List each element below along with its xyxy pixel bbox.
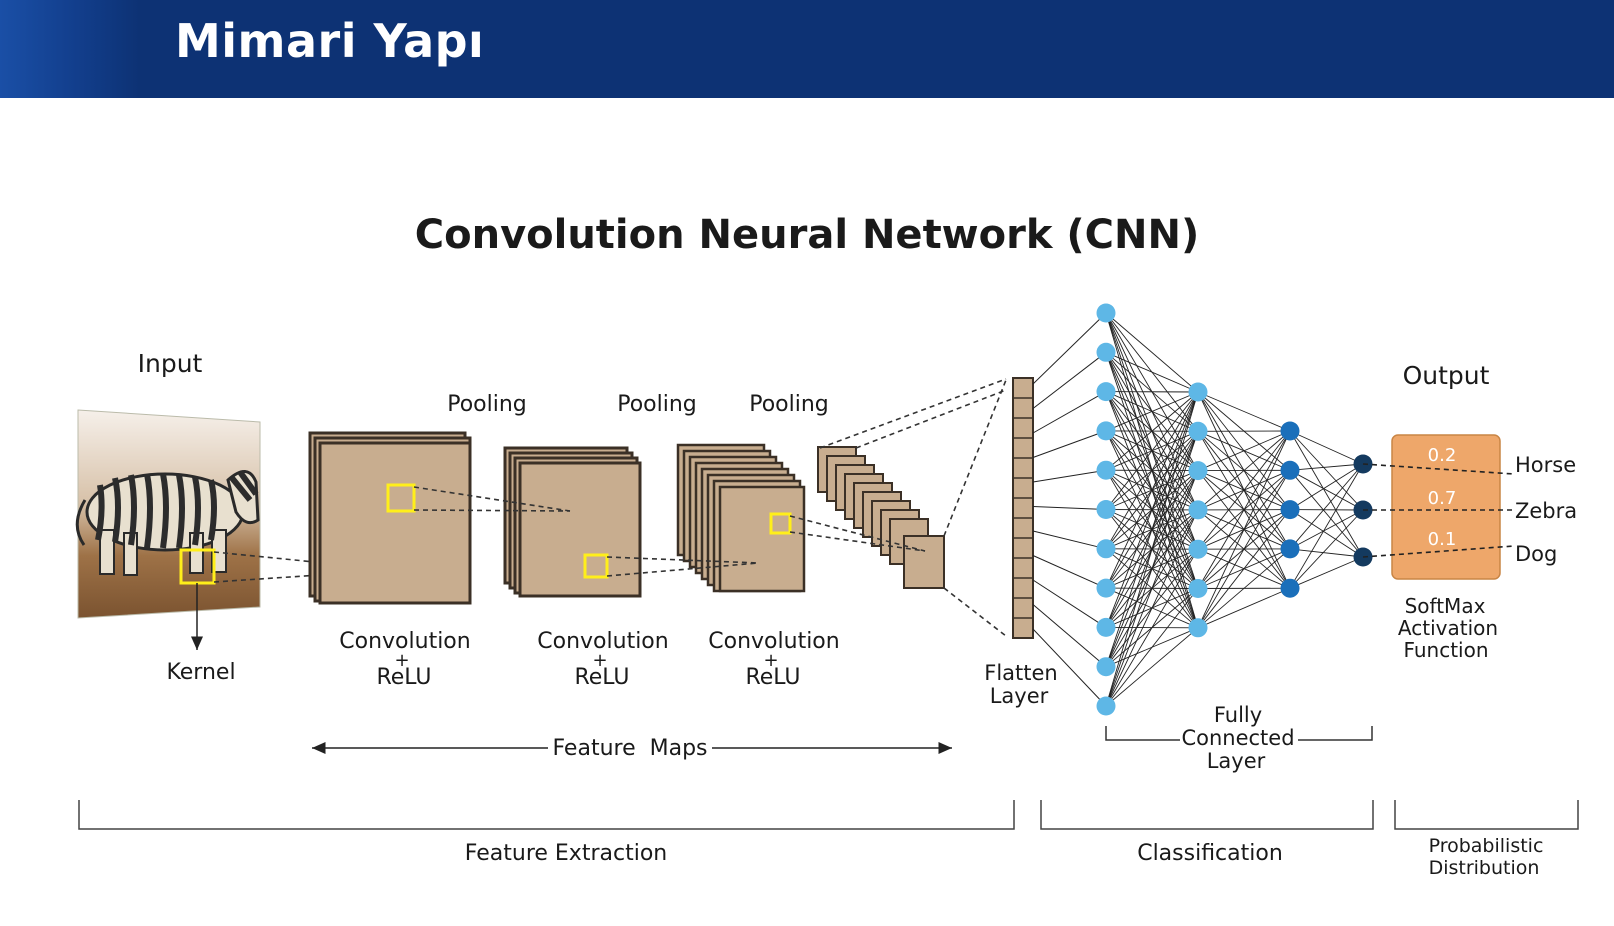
connection-line bbox=[1198, 431, 1290, 628]
feature-maps-label: Feature Maps bbox=[552, 736, 708, 761]
fc-label-line2: Connected bbox=[1181, 726, 1295, 750]
cnn-diagram bbox=[0, 98, 1614, 926]
probabilistic-label-line1: Probabilistic bbox=[1428, 835, 1544, 857]
fc-node-layer2 bbox=[1189, 579, 1208, 598]
output-label: Output bbox=[1402, 361, 1490, 390]
conv-plus-1: + bbox=[394, 650, 410, 671]
connection-line bbox=[1033, 392, 1106, 433]
connection-line bbox=[1033, 531, 1106, 549]
fc-node-layer2 bbox=[1189, 383, 1208, 402]
fc-node-layer1 bbox=[1097, 500, 1116, 519]
fc-node-layer2 bbox=[1189, 540, 1208, 559]
output-value-dog: 0.1 bbox=[1427, 529, 1457, 550]
class-horse: Horse bbox=[1515, 453, 1577, 477]
connection-line bbox=[1290, 510, 1363, 549]
diagram-title: Convolution Neural Network (CNN) bbox=[414, 212, 1200, 258]
connection-line bbox=[1106, 352, 1198, 392]
fc-node-layer1 bbox=[1097, 343, 1116, 362]
connection-line bbox=[1198, 392, 1290, 431]
connection-line bbox=[1106, 510, 1198, 706]
probabilistic-label-line2: Distribution bbox=[1428, 857, 1540, 879]
connection-line bbox=[1033, 352, 1106, 408]
feature-map-stack-3 bbox=[678, 445, 804, 591]
fc-node-layer2 bbox=[1189, 618, 1208, 637]
softmax-label-line3: Function bbox=[1403, 638, 1489, 662]
connection-line bbox=[1033, 605, 1106, 667]
conv-label-3: Convolution bbox=[708, 629, 840, 654]
connection-line bbox=[1106, 313, 1198, 392]
flatten-label-line1: Flatten bbox=[984, 661, 1058, 685]
connection-line bbox=[1033, 470, 1106, 482]
fc-node-layer3 bbox=[1281, 422, 1300, 441]
connection-line bbox=[1033, 580, 1106, 627]
kernel-label: Kernel bbox=[166, 660, 236, 685]
output-value-horse: 0.2 bbox=[1427, 445, 1457, 466]
classification-bracket bbox=[1041, 800, 1373, 829]
connection-line bbox=[1106, 589, 1198, 707]
connection-line bbox=[1290, 510, 1363, 588]
connection-line bbox=[1106, 431, 1198, 706]
connection-line bbox=[1106, 628, 1198, 706]
connection-line bbox=[1290, 557, 1363, 588]
connection-line bbox=[1033, 556, 1106, 589]
fc-node-layer3 bbox=[1281, 539, 1300, 558]
output-value-zebra: 0.7 bbox=[1427, 488, 1457, 509]
pooling-label-3: Pooling bbox=[749, 392, 829, 417]
fc-label-line3: Layer bbox=[1206, 749, 1266, 773]
connection-line bbox=[1290, 431, 1363, 557]
fc-node-layer1 bbox=[1097, 579, 1116, 598]
class-zebra: Zebra bbox=[1515, 499, 1578, 523]
relu-label-1: ReLU bbox=[376, 665, 432, 690]
connection-line bbox=[1106, 392, 1198, 667]
fc-node-layer2 bbox=[1189, 461, 1208, 480]
fc-node-layer1 bbox=[1097, 304, 1116, 323]
fc-node-layer2 bbox=[1189, 422, 1208, 441]
connection-line bbox=[1033, 507, 1106, 510]
softmax-label-line2: Activation bbox=[1397, 616, 1499, 640]
connection-line bbox=[1198, 588, 1290, 628]
fc-node-layer1 bbox=[1097, 657, 1116, 676]
fc-node-layer1 bbox=[1097, 539, 1116, 558]
connection-line bbox=[1290, 464, 1363, 470]
pooling-label-1: Pooling bbox=[447, 392, 527, 417]
fc-node-layer1 bbox=[1097, 697, 1116, 716]
conv-label-2: Convolution bbox=[537, 629, 669, 654]
connection-line bbox=[1198, 510, 1290, 628]
feature-extraction-bracket bbox=[79, 800, 1014, 829]
flatten-layer bbox=[1013, 378, 1033, 638]
fc-node-layer1 bbox=[1097, 382, 1116, 401]
fc-node-layer1 bbox=[1097, 461, 1116, 480]
probabilistic-bracket bbox=[1395, 800, 1578, 829]
connection-line bbox=[1033, 431, 1106, 458]
fc-node-layer1 bbox=[1097, 618, 1116, 637]
flatten-label-line2: Layer bbox=[989, 684, 1049, 708]
fc-node-layer3 bbox=[1281, 461, 1300, 480]
pooling-label-2: Pooling bbox=[617, 392, 697, 417]
header-accent bbox=[0, 0, 140, 98]
feature-map-stack-4 bbox=[818, 447, 944, 588]
connection-line bbox=[1033, 313, 1106, 384]
header-bar bbox=[0, 0, 1614, 98]
feature-map-stack-1 bbox=[310, 433, 470, 603]
conv-plus-3: + bbox=[763, 650, 779, 671]
fc-node-layer3 bbox=[1281, 500, 1300, 519]
classification-label: Classification bbox=[1137, 841, 1283, 866]
relu-label-3: ReLU bbox=[745, 665, 801, 690]
input-label: Input bbox=[137, 349, 203, 378]
page-title: Mimari Yapı bbox=[175, 14, 485, 68]
fc-node-layer2 bbox=[1189, 500, 1208, 519]
fc-node-layer1 bbox=[1097, 421, 1116, 440]
feature-map-stack-2 bbox=[505, 448, 640, 596]
fc-label-line1: Fully bbox=[1213, 703, 1263, 727]
connection-line bbox=[1290, 431, 1363, 464]
feature-extraction-label: Feature Extraction bbox=[464, 841, 668, 866]
softmax-label-line1: SoftMax bbox=[1404, 594, 1486, 618]
fc-node-layer3 bbox=[1281, 579, 1300, 598]
conv-plus-2: + bbox=[592, 650, 608, 671]
conv-label-1: Convolution bbox=[339, 629, 471, 654]
input-image bbox=[77, 410, 260, 618]
class-dog: Dog bbox=[1515, 542, 1558, 566]
relu-label-2: ReLU bbox=[574, 665, 630, 690]
